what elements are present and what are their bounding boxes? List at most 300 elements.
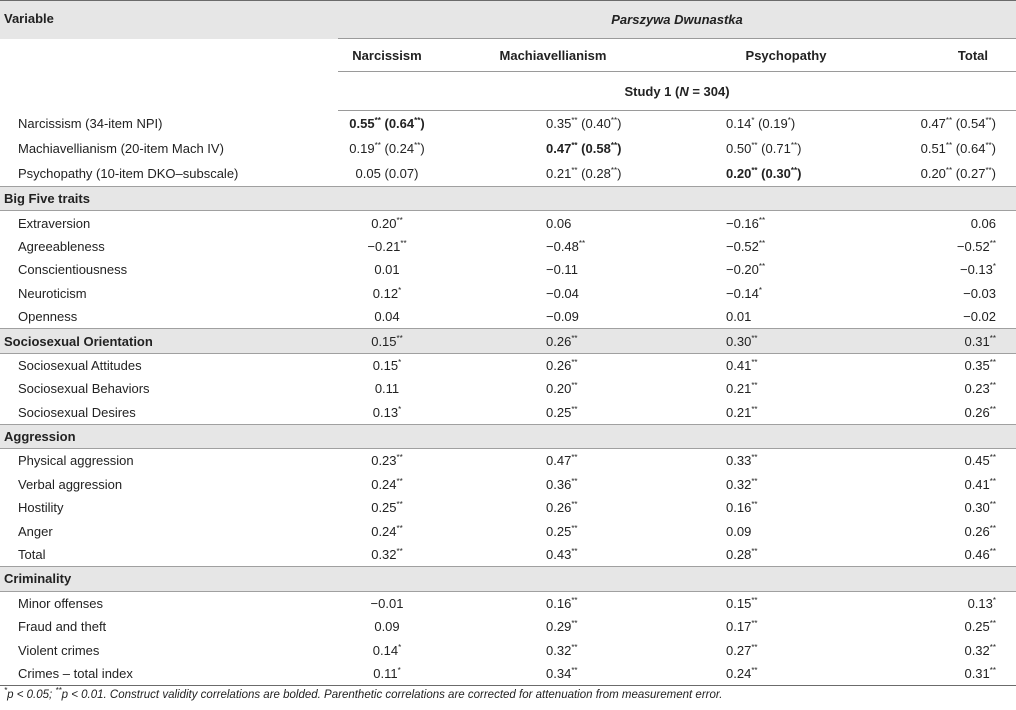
coefficient: 0.25** bbox=[546, 404, 578, 420]
coefficient: 0.43** bbox=[546, 547, 578, 563]
significance-mark: ** bbox=[985, 116, 992, 125]
coefficient: 0.47** bbox=[920, 116, 953, 131]
significance-mark: ** bbox=[571, 619, 578, 629]
cell-total bbox=[902, 638, 1016, 661]
coefficient: 0.04 bbox=[374, 309, 400, 325]
coefficient: 0.47** bbox=[546, 141, 578, 156]
cell-total bbox=[902, 496, 1016, 519]
significance-mark: ** bbox=[989, 619, 997, 629]
significance-mark: ** bbox=[985, 166, 992, 175]
cell-narcissism bbox=[338, 211, 436, 235]
section-row bbox=[0, 424, 1016, 448]
table-row bbox=[0, 353, 1016, 377]
cell-narcissism bbox=[338, 615, 436, 638]
cell-narcissism bbox=[338, 111, 436, 137]
cell-psychopathy bbox=[670, 187, 902, 211]
significance-mark: ** bbox=[396, 333, 403, 343]
column-header-narcissism: Narcissism bbox=[338, 39, 436, 72]
row-label: Fraud and theft bbox=[18, 619, 107, 635]
coefficient: 0.24** bbox=[371, 476, 403, 492]
significance-mark: ** bbox=[374, 141, 381, 150]
cell-machiavellianism bbox=[436, 567, 670, 591]
cell-machiavellianism bbox=[436, 258, 670, 281]
cell-narcissism bbox=[338, 282, 436, 305]
study-row bbox=[0, 72, 1016, 111]
coefficient: 0.14* bbox=[372, 642, 402, 658]
significance-mark: ** bbox=[989, 453, 997, 463]
corrected-coefficient: (0.54**) bbox=[955, 116, 997, 131]
cell-total bbox=[902, 377, 1016, 400]
table-row bbox=[0, 543, 1016, 567]
coefficient: 0.05 bbox=[355, 166, 381, 181]
coefficient: 0.17** bbox=[726, 619, 758, 635]
cell-machiavellianism bbox=[436, 496, 670, 519]
cell-psychopathy bbox=[670, 258, 902, 281]
significance-mark: ** bbox=[400, 238, 407, 248]
section-label: Aggression bbox=[0, 424, 338, 448]
cell-psychopathy bbox=[670, 496, 902, 519]
significance-mark: ** bbox=[571, 453, 578, 463]
significance-mark: ** bbox=[751, 500, 758, 510]
significance-mark: * bbox=[398, 285, 402, 295]
significance-mark: ** bbox=[790, 166, 798, 175]
coefficient: −0.01 bbox=[370, 595, 404, 611]
cell-psychopathy bbox=[670, 136, 902, 161]
significance-mark: ** bbox=[751, 333, 758, 343]
cell-machiavellianism bbox=[436, 161, 670, 187]
row-label: Sociosexual Attitudes bbox=[18, 357, 142, 373]
coefficient: −0.13* bbox=[959, 262, 997, 278]
cell-total bbox=[902, 235, 1016, 258]
cell-psychopathy bbox=[670, 567, 902, 591]
significance-mark: ** bbox=[758, 238, 766, 248]
section-label: Criminality bbox=[0, 567, 338, 591]
cell-machiavellianism bbox=[436, 353, 670, 377]
cell-machiavellianism bbox=[436, 591, 670, 615]
cell-total bbox=[902, 473, 1016, 496]
cell-narcissism bbox=[338, 161, 436, 187]
corrected-coefficient: (0.58**) bbox=[581, 141, 622, 156]
coefficient: 0.24** bbox=[726, 666, 758, 681]
coefficient: 0.30** bbox=[964, 500, 997, 516]
significance-mark: ** bbox=[758, 215, 766, 225]
cell-total bbox=[902, 305, 1016, 329]
significance-mark: ** bbox=[989, 333, 997, 343]
cell-psychopathy bbox=[670, 591, 902, 615]
cell-total bbox=[902, 353, 1016, 377]
table-row bbox=[0, 615, 1016, 638]
coefficient: 0.14* bbox=[726, 116, 755, 131]
significance-mark: * bbox=[992, 262, 997, 272]
table-row bbox=[0, 519, 1016, 542]
row-label: Crimes – total index bbox=[0, 662, 338, 686]
coefficient: 0.26** bbox=[546, 500, 578, 516]
cell-narcissism bbox=[338, 401, 436, 425]
cell-machiavellianism bbox=[436, 211, 670, 235]
cell-total bbox=[902, 161, 1016, 187]
coefficient: −0.03 bbox=[963, 285, 997, 301]
row-label: Physical aggression bbox=[18, 453, 134, 469]
cell-total bbox=[902, 258, 1016, 281]
cell-total bbox=[902, 449, 1016, 473]
cell-machiavellianism bbox=[436, 449, 670, 473]
table-row bbox=[0, 111, 1016, 137]
cell-psychopathy bbox=[670, 377, 902, 400]
table-row bbox=[0, 638, 1016, 661]
cell-total bbox=[902, 111, 1016, 137]
corrected-coefficient: (0.64**) bbox=[955, 141, 997, 156]
cell-total bbox=[902, 591, 1016, 615]
coefficient: 0.26** bbox=[964, 404, 997, 420]
cell-machiavellianism bbox=[436, 662, 670, 686]
variable-header: Variable bbox=[0, 1, 338, 39]
significance-mark: ** bbox=[571, 141, 578, 150]
significance-mark: ** bbox=[945, 141, 953, 150]
coefficient: 0.13* bbox=[967, 595, 997, 611]
row-label: Minor offenses bbox=[18, 595, 104, 611]
coefficient: 0.23** bbox=[964, 381, 997, 397]
significance-mark: ** bbox=[985, 141, 992, 150]
coefficient: 0.21** bbox=[546, 166, 578, 181]
cell-total bbox=[902, 211, 1016, 235]
coefficient: 0.27** bbox=[726, 642, 758, 658]
cell-psychopathy bbox=[670, 235, 902, 258]
table-body bbox=[0, 111, 1016, 686]
significance-mark: ** bbox=[571, 381, 578, 391]
row-label: Openness bbox=[18, 309, 78, 325]
cell-machiavellianism bbox=[436, 638, 670, 661]
significance-mark: ** bbox=[571, 523, 578, 533]
significance-mark: * bbox=[758, 285, 763, 295]
table-row bbox=[0, 282, 1016, 305]
cell-narcissism bbox=[338, 353, 436, 377]
cell-machiavellianism bbox=[436, 111, 670, 137]
coefficient: 0.13* bbox=[372, 404, 402, 420]
cell-narcissism bbox=[338, 258, 436, 281]
table-row bbox=[0, 136, 1016, 161]
group-header: Parszywa Dwunastka bbox=[338, 1, 1016, 39]
significance-mark: ** bbox=[571, 595, 578, 605]
cell-psychopathy bbox=[670, 353, 902, 377]
significance-mark: * bbox=[751, 116, 755, 125]
significance-mark: ** bbox=[989, 381, 997, 391]
cell-psychopathy bbox=[670, 519, 902, 542]
coefficient: 0.19** bbox=[349, 141, 381, 156]
significance-mark: ** bbox=[571, 357, 578, 367]
cell-total bbox=[902, 615, 1016, 638]
coefficient: 0.41** bbox=[964, 476, 997, 492]
coefficient: 0.01 bbox=[726, 309, 752, 325]
cell-psychopathy bbox=[670, 449, 902, 473]
coefficient: 0.33** bbox=[726, 453, 758, 469]
section-label: Big Five traits bbox=[0, 187, 338, 211]
significance-mark: ** bbox=[396, 215, 403, 225]
significance-mark: ** bbox=[751, 453, 758, 463]
cell-narcissism bbox=[338, 187, 436, 211]
significance-mark: ** bbox=[55, 686, 62, 695]
significance-mark: ** bbox=[945, 166, 953, 175]
coefficient: 0.16** bbox=[546, 595, 578, 611]
cell-machiavellianism bbox=[436, 235, 670, 258]
coefficient: 0.11 bbox=[374, 381, 400, 397]
cell-psychopathy bbox=[670, 543, 902, 567]
coefficient: 0.06 bbox=[970, 215, 997, 231]
row-label: Hostility bbox=[18, 500, 64, 516]
cell-machiavellianism bbox=[436, 615, 670, 638]
study-label: Study 1 (N = 304) bbox=[338, 72, 1016, 111]
cell-narcissism bbox=[338, 449, 436, 473]
significance-mark: ** bbox=[571, 333, 578, 343]
corrected-coefficient: (0.40**) bbox=[581, 116, 622, 131]
row-label: Psychopathy (10-item DKO–subscale) bbox=[18, 166, 239, 181]
corrected-coefficient: (0.28**) bbox=[581, 166, 622, 181]
cell-total bbox=[902, 282, 1016, 305]
coefficient: 0.15** bbox=[726, 595, 758, 611]
significance-mark: ** bbox=[396, 476, 403, 486]
cell-psychopathy bbox=[670, 111, 902, 137]
corrected-coefficient: (0.07) bbox=[384, 166, 419, 181]
section-row bbox=[0, 187, 1016, 211]
coefficient: 0.20** bbox=[920, 166, 953, 181]
coefficient: −0.09 bbox=[546, 309, 579, 325]
header-row-group bbox=[0, 1, 1016, 39]
corrected-coefficient: (0.30**) bbox=[761, 166, 802, 181]
section-row bbox=[0, 329, 1016, 353]
coefficient: 0.35** bbox=[964, 357, 997, 373]
coefficient: 0.35** bbox=[546, 116, 578, 131]
significance-mark: ** bbox=[989, 523, 997, 533]
significance-mark: ** bbox=[571, 500, 578, 510]
table-row bbox=[0, 496, 1016, 519]
significance-mark: * bbox=[397, 666, 401, 675]
row-label: Machiavellianism (20-item Mach IV) bbox=[18, 141, 224, 156]
significance-mark: ** bbox=[989, 642, 997, 652]
table-row bbox=[0, 662, 1016, 686]
coefficient: 0.11* bbox=[373, 666, 401, 681]
significance-mark: ** bbox=[989, 404, 997, 414]
significance-mark: ** bbox=[414, 116, 421, 125]
row-label: Narcissism (34-item NPI) bbox=[18, 115, 163, 131]
significance-mark: * bbox=[992, 595, 997, 605]
table-footnote: *p < 0.05; **p < 0.01. Construct validity correlations are bolded. Parenthetic correlations are corrected for attenuation from measurement error. bbox=[4, 686, 723, 701]
coefficient: 0.23** bbox=[371, 453, 403, 469]
cell-narcissism bbox=[338, 473, 436, 496]
significance-mark: ** bbox=[989, 357, 997, 367]
cell-machiavellianism bbox=[436, 282, 670, 305]
cell-total bbox=[902, 543, 1016, 567]
significance-mark: ** bbox=[396, 500, 403, 510]
row-label: Extraversion bbox=[18, 215, 91, 231]
row-label: Sociosexual Desires bbox=[18, 404, 136, 420]
significance-mark: ** bbox=[751, 141, 758, 150]
cell-psychopathy bbox=[670, 401, 902, 425]
significance-mark: ** bbox=[571, 666, 578, 675]
significance-mark: ** bbox=[751, 666, 758, 675]
table-row bbox=[0, 211, 1016, 235]
cell-machiavellianism bbox=[436, 136, 670, 161]
coefficient: 0.32** bbox=[964, 642, 997, 658]
section-label: Sociosexual Orientation bbox=[0, 329, 338, 353]
significance-mark: ** bbox=[989, 666, 997, 675]
significance-mark: ** bbox=[751, 595, 758, 605]
coefficient: −0.11 bbox=[546, 262, 578, 278]
coefficient: 0.06 bbox=[546, 215, 572, 231]
cell-psychopathy bbox=[670, 638, 902, 661]
cell-narcissism bbox=[338, 662, 436, 686]
column-header-machiavellianism: Machiavellianism bbox=[436, 39, 670, 72]
coefficient: 0.20** bbox=[371, 215, 403, 231]
cell-machiavellianism bbox=[436, 305, 670, 329]
coefficient: 0.31** bbox=[964, 666, 997, 681]
significance-mark: ** bbox=[610, 116, 618, 125]
cell-machiavellianism bbox=[436, 401, 670, 425]
coefficient: −0.20** bbox=[726, 262, 766, 278]
table-row bbox=[0, 305, 1016, 329]
significance-mark: ** bbox=[751, 547, 758, 557]
significance-mark: ** bbox=[989, 238, 997, 248]
section-row bbox=[0, 567, 1016, 591]
cell-machiavellianism bbox=[436, 329, 670, 353]
cell-total bbox=[902, 519, 1016, 542]
cell-narcissism bbox=[338, 235, 436, 258]
significance-mark: ** bbox=[578, 238, 586, 248]
cell-machiavellianism bbox=[436, 424, 670, 448]
coefficient: 0.25** bbox=[546, 523, 578, 539]
significance-mark: ** bbox=[751, 404, 758, 414]
row-label: Neuroticism bbox=[18, 285, 87, 301]
coefficient: 0.31** bbox=[964, 333, 997, 349]
cell-psychopathy bbox=[670, 615, 902, 638]
significance-mark: ** bbox=[790, 141, 798, 150]
corrected-coefficient: (0.71**) bbox=[761, 141, 802, 156]
cell-machiavellianism bbox=[436, 187, 670, 211]
significance-mark: ** bbox=[945, 116, 953, 125]
significance-mark: ** bbox=[396, 547, 403, 557]
coefficient: −0.14* bbox=[726, 285, 763, 301]
coefficient: 0.26** bbox=[964, 523, 997, 539]
cell-narcissism bbox=[338, 543, 436, 567]
significance-mark: ** bbox=[751, 619, 758, 629]
significance-mark: ** bbox=[571, 642, 578, 652]
significance-mark: ** bbox=[751, 357, 758, 367]
coefficient: 0.32** bbox=[546, 642, 578, 658]
significance-mark: ** bbox=[751, 381, 758, 391]
significance-mark: * bbox=[4, 686, 8, 695]
table-row bbox=[0, 591, 1016, 615]
cell-psychopathy bbox=[670, 473, 902, 496]
coefficient: −0.52** bbox=[956, 238, 997, 254]
significance-mark: ** bbox=[571, 116, 578, 125]
header-row-columns bbox=[0, 39, 1016, 72]
significance-mark: ** bbox=[610, 166, 618, 175]
coefficient: 0.09 bbox=[726, 523, 752, 539]
significance-mark: * bbox=[398, 404, 402, 414]
coefficient: 0.26** bbox=[546, 357, 578, 373]
significance-mark: ** bbox=[396, 523, 403, 533]
coefficient: 0.47** bbox=[546, 453, 578, 469]
significance-mark: ** bbox=[989, 476, 997, 486]
significance-mark: ** bbox=[571, 476, 578, 486]
significance-mark: ** bbox=[571, 547, 578, 557]
cell-psychopathy bbox=[670, 282, 902, 305]
cell-total bbox=[902, 567, 1016, 591]
cell-narcissism bbox=[338, 305, 436, 329]
coefficient: −0.21** bbox=[367, 238, 407, 254]
corrected-coefficient: (0.27**) bbox=[955, 166, 997, 181]
coefficient: 0.20** bbox=[546, 381, 578, 397]
cell-machiavellianism bbox=[436, 377, 670, 400]
corrected-coefficient: (0.24**) bbox=[384, 141, 425, 156]
significance-mark: ** bbox=[751, 642, 758, 652]
table-row bbox=[0, 258, 1016, 281]
significance-mark: * bbox=[398, 642, 402, 652]
coefficient: 0.20** bbox=[726, 166, 758, 181]
cell-psychopathy bbox=[670, 329, 902, 353]
row-label: Agreeableness bbox=[18, 238, 105, 254]
cell-machiavellianism bbox=[436, 519, 670, 542]
coefficient: 0.30** bbox=[726, 333, 758, 349]
cell-machiavellianism bbox=[436, 543, 670, 567]
coefficient: 0.46** bbox=[964, 547, 997, 563]
table-row bbox=[0, 473, 1016, 496]
cell-narcissism bbox=[338, 591, 436, 615]
significance-mark: ** bbox=[751, 476, 758, 486]
significance-mark: ** bbox=[396, 453, 403, 463]
table-row bbox=[0, 401, 1016, 425]
coefficient: 0.16** bbox=[726, 500, 758, 516]
significance-mark: * bbox=[398, 357, 402, 367]
row-label: Total bbox=[18, 547, 46, 563]
cell-total bbox=[902, 136, 1016, 161]
cell-total bbox=[902, 187, 1016, 211]
coefficient: 0.26** bbox=[546, 333, 578, 349]
coefficient: −0.48** bbox=[546, 238, 586, 254]
column-header-total: Total bbox=[902, 39, 1016, 72]
coefficient: 0.21** bbox=[726, 404, 758, 420]
cell-machiavellianism bbox=[436, 473, 670, 496]
coefficient: 0.45** bbox=[964, 453, 997, 469]
table-row bbox=[0, 235, 1016, 258]
table-row bbox=[0, 377, 1016, 400]
coefficient: 0.55** bbox=[349, 116, 381, 131]
coefficient: 0.32** bbox=[371, 547, 403, 563]
coefficient: 0.36** bbox=[546, 476, 578, 492]
cell-psychopathy bbox=[670, 161, 902, 187]
coefficient: 0.25** bbox=[964, 619, 997, 635]
significance-mark: ** bbox=[989, 547, 997, 557]
coefficient: 0.15* bbox=[372, 357, 402, 373]
column-header-psychopathy: Psychopathy bbox=[670, 39, 902, 72]
row-label: Verbal aggression bbox=[18, 476, 123, 492]
cell-narcissism bbox=[338, 519, 436, 542]
cell-total bbox=[902, 424, 1016, 448]
significance-mark: * bbox=[787, 116, 791, 125]
coefficient: 0.24** bbox=[371, 523, 403, 539]
coefficient: 0.28** bbox=[726, 547, 758, 563]
significance-mark: ** bbox=[374, 116, 381, 125]
cell-narcissism bbox=[338, 496, 436, 519]
coefficient: 0.29** bbox=[546, 619, 578, 635]
coefficient: 0.34** bbox=[546, 666, 578, 681]
coefficient: 0.09 bbox=[374, 619, 400, 635]
significance-mark: ** bbox=[610, 141, 618, 150]
cell-narcissism bbox=[338, 638, 436, 661]
cell-psychopathy bbox=[670, 662, 902, 686]
corrected-coefficient: (0.19*) bbox=[758, 116, 796, 131]
cell-narcissism bbox=[338, 136, 436, 161]
coefficient: 0.50** bbox=[726, 141, 758, 156]
coefficient: 0.21** bbox=[726, 381, 758, 397]
